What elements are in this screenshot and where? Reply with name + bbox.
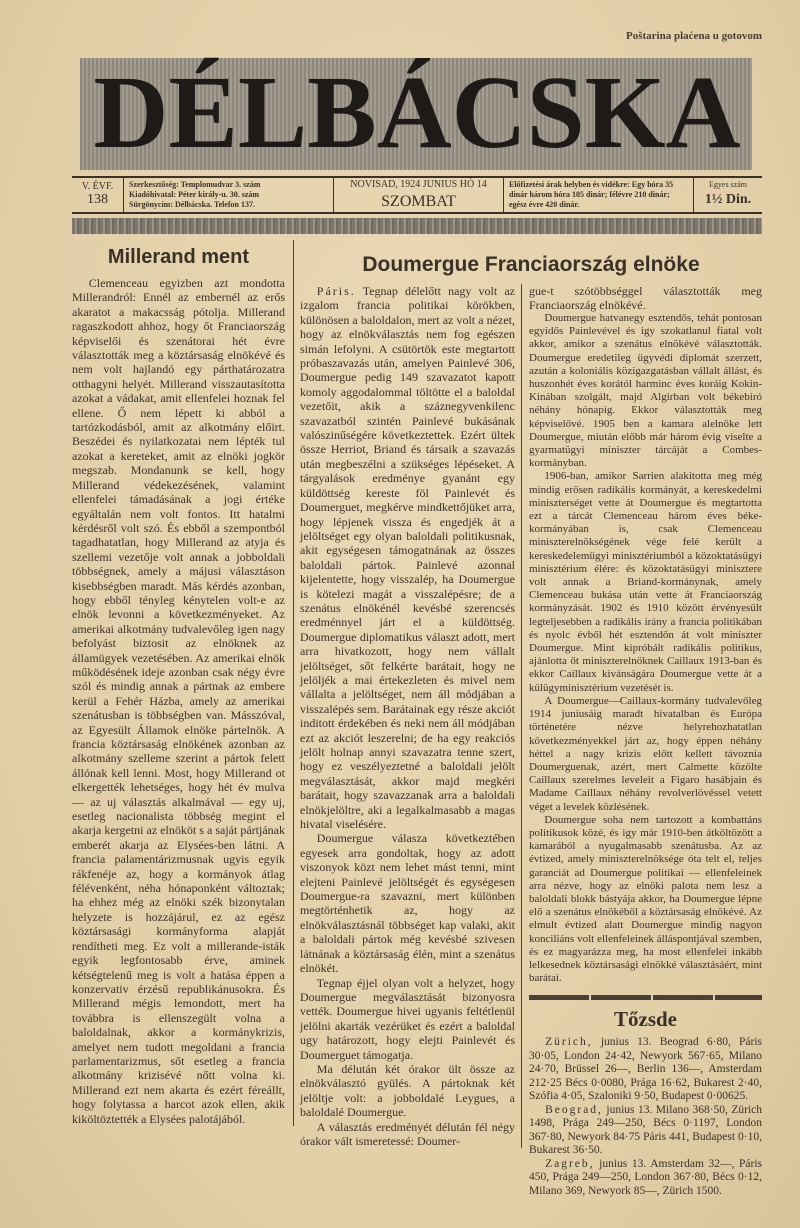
date-cell [334,178,504,212]
stock-city: Zürich, [545,1036,593,1049]
issue-number: 138 [87,192,108,207]
dateline: NOVISAD, 1924 JUNIUS HÓ 14 [350,179,487,190]
doumergue-columns [300,284,762,1198]
stock-exchange-listing [529,1036,762,1198]
article-columns [72,240,762,1198]
stock-entry [529,1104,762,1158]
article-headline-millerand: Millerand ment [107,246,250,268]
article-headline-doumergue: Doumergue Franciaország elnöke [362,253,700,276]
article-doumergue-body-col2 [300,284,522,1148]
article-paragraph: Doumergue válasza következtében egyesek arra gondoltak, hogy az adott viszonyok közt nem lehet mást tenni, mint elejteni Painlevé jelöltségét és egységesen Doumergue-ra szavazni, mert különben megtörténhetik az, hogy az elnökválasztásnál többséget kap valaki, akit a baloldali pártok még kevésbé szivesen látnának a köztársaság élén, mint a szenátus elnökét. [300,831,515,976]
article-paragraph: Clemenceau egyizben azt mondotta Millerandról: Ennél az embernél az erős akaratot a makacsság pótolja. Millerand ragaszkodott ahhoz, hogy őt Franciaország képviselői és szenátorai hét évre választották meg a köztársaság elnökévé és nem volt hajlandó egy párthatározatra otthagyni helyét. Millerand visszautasította azokat a vádakat, amit ellenfelei hoznak fel ellene. Ő nem lépett ki abból a tartózkodásból, amit az alkotmány előirt. Beszédei és nyilatkozatai nem lépték tul azokat a kereteket, amit az elnöki jogkör megszab. Mondanunk se kell, hogy Millerand védekezésének, valamint ellenfelei támadásának a jogi értéke egyáltalán nem volt fontos. Itt hatalmi kérdésről volt szó. És ebből a szempontból tagadhatatlan, hogy Millerand az atyja és szellemi vezetője volt annak a jobboldali többségnek, amely a májusi választáson kisebbségben maradt. Más kérdés azonban, hogy ebből tényleg kénytelen volt-e az elnök levonni a következményeket. Az amerikai alkotmány tudvalevőleg igen nagy befolyást biztosit az elnöknek az államügyek vezetésében. Az amerikai elnök működésének ideje azonban csak négy évre szól és mindig annak a pártnak az embere kerül a Fehér Házba, amely az amerikai szenátusban is többségben van. Másszóval, az Egyesült Államok elnöke pártelnök. A francia köztársaság elnökének azonban az alkotmány szelleme szerint a pártok felett állónak kell lenni. Most, hogy Millerand ot elkergették lehetséges, hogy hét év mulva — az uj választás alkalmával — egy uj, esetleg nacionalista többség megint el akarja kergetni az elnököt s a saját pártjának emberét akarja az Elysées-ben látni. A francia palamentárizmusnak ugyis egyik rákfenéje az, hogy a kormányok átlag félévenként, néha hónaponként változtak; ha ehhez még az elnöki szék bizonytalan helyzete is hozzájárul, ez az egész köztársasági kormányforma alapját rendítheti meg. Ez volt a millerande-isták egyik legfontosabb érve, aminek kétségtelenű meg is volt a hatása éppen a konzervativ érzésű republikánusokra. És Millerand mégis lemondott, mert ha továbbra is ellenszegült volna a baloldalnak, akkor a kormánykrizis, amelyet nem tudott megoldani a francia parlamentarizmus, sőt esetleg a francia alkotmány krizisévé nőtt volna ki. Millerand ezt nem akarta és ezért féreállt, hogy folytassa a harcot azok ellen, akik kiköltöztették a Elysées palotájából. [72,276,285,1126]
decorative-band [72,218,762,234]
article-paragraph: Tegnap éjjel olyan volt a helyzet, hogy Doumergue megválasztását bizonyosra vették. Doumergue hivei ugyanis feltétlenül jelölni akarták vezérüket és ezért a baloldal ugy határozott, hogy elejti Painlevét és Doumerguet támogatja. [300,975,515,1062]
column-3 [522,284,762,1198]
stock-entry [529,1036,762,1104]
single-copy-label: Egyes szám [709,180,747,189]
postage-note: Poštarina plaćena u gotovom [626,30,762,42]
stock-headline: Tőzsde [614,1007,677,1032]
article-dateline: Páris. [316,284,356,298]
volume-cell [72,178,124,212]
stock-city: Zagreb, [545,1157,595,1170]
stock-rates: junius 13. Beograd 6·80, Páris 30·05, London 24·42, Newyork 567·65, Milano 24·70, Brüssel 26—, Berlin 136—, Amsterdam 212·25 Bécs 0·0080, Prága 16·62, Bukarest 2·40, Szófia 4·05, Szaloniki 9·50, Budapest 0·00625. [529,1036,763,1103]
stock-rates: junius 13. Amsterdam 32—, Páris 450, Prága 249—250, London 367·80, Bécs 0·12, Milano 369, Newyork 85—, Zürich 1500. [529,1157,763,1197]
section-divider [529,995,762,1000]
telegraph-info: Sürgönycím: Délbácska. Telefon 137. [129,200,256,209]
article-paragraph: Tegnap délelőtt nagy volt az izgalom francia politikai körökben, különösen a baloldalon, mert az volt a nézet, hogy az elnökválasztás nem fog egészen simán lefolyni. A csütörtök este megtartott próbaszavazás után, amelyen Painlevé 306, Doumergue pedig 149 szavazatot kapott komoly aggodalommal töltötte el a baloldal vezetőit, akik a száznegyvenkilenc szavazatból szintén Painlevé bukásának valószinűségére következtettek. Ezért ültek össze Herriot, Briand és társaik a szavazás után megbeszélni a szükséges lépéseket. A tárgyalások eredménye gyanánt egy küldöttség kereste föl Painlevét és Doumerguet, megkérve mindkettőjüket arra, hogy lépjenek vissza és engedjék át a jelöltséget egy olyan baloldali politikusnak, akit egységesen támogatnának az összes baloldali pártok. Painlevé azonnal kijelentette, hogy visszalép, ha Doumergue is kötelezi magát a visszalépésre; de a szenátus elnökénél kevésbé szerencsés eredménnyel járt el a küldöttség. Doumergue diplomatikus választ adott, mert arra hivatkozott, hogy nem vállalt jelöltséget, sőt felkérte barátait, hogy ne jelöljék a mai értekezleten és mivel nem vállalta a jelöltséget, nem áll módjában a visszalépés sem. Barátainak egy része akciót inditott érdekében és neki nem áll módjában ezt az akciót leszerelni; de ha egy reakciós jelölt holnap annyi szavazatra tenne szert, hogy ez veszélyeztetné a baloldali jelölt megválasztását, akkor majd megkéri barátait, hogy szavazzanak arra a baloldali elnökjelöltre, aki a legalkalmasabb a magas hivatal viselésére. [300,284,515,832]
article-paragraph: 1906-ban, amikor Sarrien alakitotta meg még mindig erősen radikális kormányát, a kereskedelmi miniszterséget vette át Doumergue és megtartotta ezt a tárcát Clemenceau három éves béke-kormányában is, csak Clemenceau miniszterelnökségének vége felé került a kereskedelemügyi minisztériumból a közoktatásügyi minisztérium élére: és közoktatásügyi minisztere volt annak a Briand-kormánynak, amely Clemenceau bukása után vette át Franciaország kormányzását. 1902 és 1910 között érvényesült legteljesebben a radikális irány a francia politikában és nyolc évből hét esztendőn át volt miniszter Doumergue. Mint kipróbált radikális politikus, ajánlotta őt miniszterelnöknek Caillaux 1913-ban és ekkor Caillaux kivánságára Doumergue vette át a külügyminisztérium vezetését is. [529,470,762,694]
article-doumergue-body-col3 [529,284,762,985]
stock-rates: junius 13. Milano 368·50, Zürich 1498, Prága 249—250, Bécs 0·1197, London 367·80, Newyork 84·75 Páris 441, Budapest 0·10, Bukarest 36·50. [529,1103,762,1157]
office-info [124,178,334,212]
masthead [72,50,762,176]
single-copy-price: 1½ Din. [704,192,752,207]
article-paragraph: gue-t szótöbbséggel választották meg Franciaország elnökévé. [529,284,762,312]
stock-entry [529,1158,762,1199]
article-millerand-body [72,276,285,1126]
article-paragraph: Doumergue soha nem tartozott a kombattáns politikusok közé, és igy már 1910-ben átköltözött a kamarából a nyugalmasabb szenátusba. Az az évtized, amely miniszterelnöksége óta telt el, teljes garanciát ad Doumergue politikai — ellenfeleinek arra nézve, hogy az elnöki palota nem lesz a baloldali blokk bástyája akkor, ha Doumergue lépne elő a szenátus elnökéből a köztársaság elnökévé. Az elmult évtized alatt Doumergue mindig nagyon konciliáns volt ellenfeleinek álláspontjával szemben, és ez magyarázza meg, ha most ellenfelei inkább lelkesednek köztársasági elnökké választásáért, mint barátai. [529,813,762,985]
price-cell [694,178,762,212]
stock-city: Beograd, [545,1103,603,1116]
editorial-address: Szerkesztőség: Templomudvar 3. szám [129,180,261,189]
publisher-address: Kiadóhivatal: Péter király-u. 30. szám [129,190,260,199]
masthead-logo: DÉLBÁCSKA [93,55,741,170]
subscription-info: Előfizetési árak helyben és vidékre: Egy hóra 35 dinár három hóra 105 dinár; félévre 210 dinár; egész évre 420 dinár. [504,178,694,212]
article-paragraph: A választás eredményét délután fél négy órakor vált ismeretessé: Doumer- [300,1119,515,1148]
weekday: SZOMBAT [381,193,456,210]
masthead-info-bar [72,176,762,214]
column-1 [72,240,294,1126]
article-paragraph: Ma délután két órakor ült össze az elnökválasztó gyülés. A pártoknak két jelöltje volt: a jobboldalé Leygues, a baloldalé Doumergue. [300,1061,515,1120]
volume-label: V. ÉVF. [81,181,114,192]
article-paragraph: Doumergue hatvanegy esztendős, tehát pontosan egyidős Painlevével és igy szokatlanul fiatal volt akkor, amikor a szenátus elnökévé választották. Doumergue eredetileg ügyvédi diplomát szerzett, azután a koloniális közigazgatásban vállalt állást, és huszonhét éves korától harminc éves koráig Kokin-Kinában szolgált, majd Algirban volt békebiró néhány hónapig. Ekkor választották meg képviselővé. 1905 ben a kamara alelnöke lett Doumergue, miután előbb már három évig viselte a gyarmatügyi miniszter tárcáját a Combes-kormányban. [529,312,762,470]
columns-2-3 [294,240,762,1198]
article-paragraph: A Doumergue—Caillaux-kormány tudvalevőleg 1914 juniusáig maradt hivatalban és Európa történetére nézve helyrehozhatatlan következményekkel járt az, hogy éppen néhány héttel a nagy krizis előtt kellett távoznia Doumerguenak, azért, mert Calmette közölte Caillaux szerelmes leveleit a Figaro hasábjain és Madame Caillaux néhány revolverlövéssel vetett véget a levelek közlésének. [529,694,762,813]
